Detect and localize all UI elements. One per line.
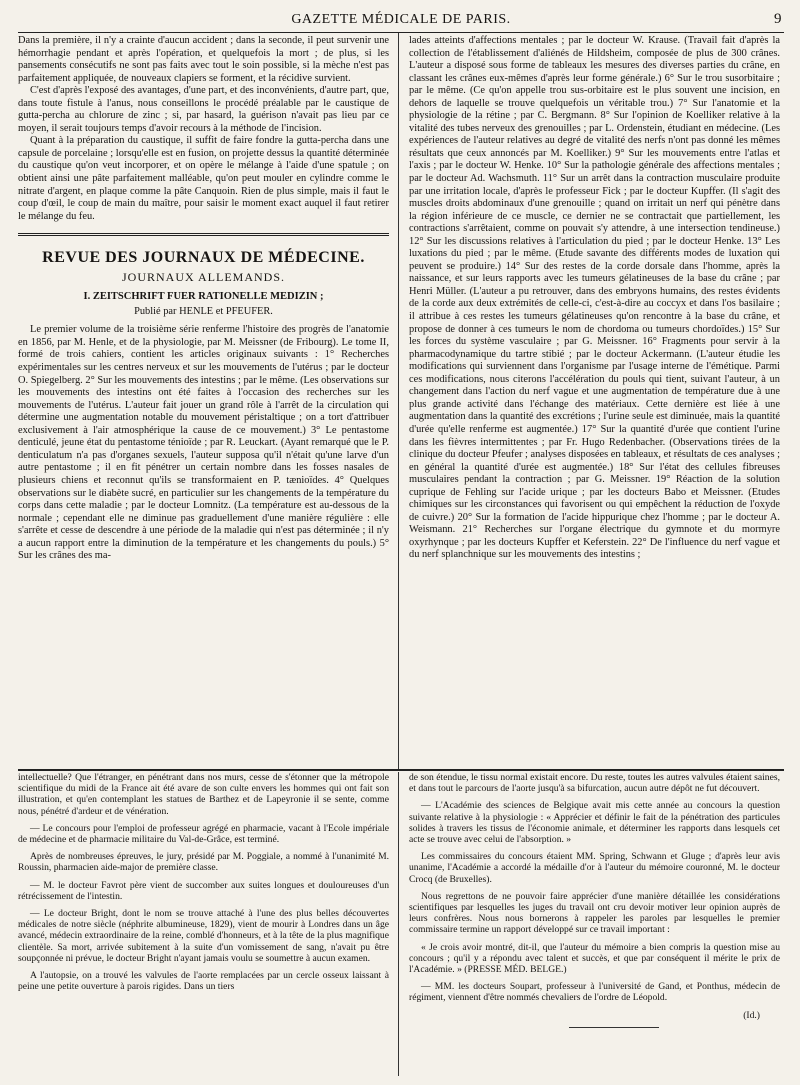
paragraph: de son étendue, le tissu normal existait encore. Du reste, toutes les autres valvules étaient saines, et dans tout le parcours de l'aorte jusqu'à sa bifurcation, aucun autre dépôt ne fut découvert. (409, 772, 780, 795)
end-rule (569, 1027, 659, 1028)
newspaper-page (18, 8, 784, 1080)
page-header (18, 8, 784, 33)
news-item: — M. le docteur Favrot père vient de succomber aux suites longues et douloureuses d'un rétrécissement de l'intestin. (18, 879, 389, 902)
news-item: — Le concours pour l'emploi de professeur agrégé en pharmacie, vacant à l'Ecole impériale de médecine et de pharmacie militaire du Val-de-Grâce, est terminé. (18, 822, 389, 846)
paragraph: intellectuelle? Que l'étranger, en pénétrant dans nos murs, cesse de s'étonner que la métropole scientifique du midi de la France ait été avare de son culte envers les hommes qui ont fait son illustration, et qu'en contemplant les statues de Barthez et de Lapeyronie il se sente, comme nous, pénétré d'ardeur et de vénération. (18, 772, 389, 817)
paragraph: Le premier volume de la troisième série renferme l'histoire des progrès de l'anatomie en 1856, par M. Henle, et de la physiologie, par M. Meissner (de Fribourg). Le tome II, formé de trois cahiers, contient les articles originaux suivants : 1° Recherches expérimentales sur les centres nerveux et sur les mouvements de l'utérus ; par le docteur O. Spiegelberg. 2° Sur les mouvements des intestins ; par le même. (Les observations sur les mouvements des intestins ont été faites à l'occasion des recherches sur les mouvements de l'utérus. L'auteur fait jouer un grand rôle à l'arrêt de la circulation qui détermine une augmentation notable du mouvement péristaltique ; on a tort d'attribuer exclusivement à l'air atmosphérique la cause de ce mouvement.) 3° Le pentastome denticulé, jeune état du pentastome ténioïde ; par R. Leuckart. (Ayant remarqué que le P. denticulatum n'a pas d'organes sexuels, l'auteur supposa qu'il n'était qu'une larve d'un autre pentastome ; il en fit pénétrer un certain nombre dans les fosses nasales de plusieurs chiens et reconnut qu'ils se transformaient en P. tænioïdes. 4° Quelques observations sur le diabète sucré, en particulier sur les changements de la température du corps dans cette maladie ; par le docteur Lomnitz. (La température est au-dessous de la normale ; cependant elle ne diminue pas graduellement d'une manière régulière : elle s'arrête et cesse de descendre à une période de la maladie qui n'est pas déterminée ; il n'y a aucun rapport entre la diminution de la température et les changements du pouls.) 5° Sur les crânes des ma- (18, 324, 389, 562)
news-item: — MM. les docteurs Soupart, professeur à l'université de Gand, et Ponthus, médecin de régiment, viennent d'être nommés chevaliers de l'ordre de Léopold. (409, 981, 780, 1004)
section-divider (18, 233, 389, 236)
news-item: A l'autopsie, on a trouvé les valvules de l'aorte remplacées par un cercle osseux laissant à peine une petite ouverture à parois rigides. Dans un tiers (18, 970, 389, 993)
paragraph: C'est d'après l'exposé des avantages, d'une part, et des inconvénients, d'autre part, que, dans toute fistule à l'anus, nous conseillons le procédé préalable par le caustique de gutta-percha au chlorure de zinc ; si, par hasard, la guérison n'avait pas lieu par ce moyen, il serait toujours temps d'avoir recours à la méthode de l'incision. (18, 85, 389, 134)
news-item: Après de nombreuses épreuves, le jury, présidé par M. Poggiale, a nommé à l'unanimité M. Roussin, pharmacien aide-major de première classe. (18, 851, 389, 874)
upper-left-column (18, 35, 389, 563)
lower-left-column (18, 772, 389, 998)
paragraph: lades atteints d'affections mentales ; par le docteur W. Krause. (Travail fait d'après la collection de l'établissement d'aliénés de Hildsheim, composée de plus de 300 crânes. L'auteur a disposé sous forme de tableaux les mesures des diverses parties du crâne, en classant les crânes eux-mêmes d'après leur forme générale.) 6° Sur le trou susorbitaire ; par le même. (Ce qu'on appelle trou sus-orbitaire est le plus souvent une incision, en dehors de laquelle se trouve quelquefois un véritable trou.) 7° Sur l'anatomie et la physiologie de la rétine ; par C. Bergmann. 8° Sur l'opinion de Koelliker relative à la vitalité des tubes nerveux des grenouilles ; par L. Ordenstein, étudiant en médecine. (Les expériences de l'auteur relatives au degré de vitalité des nerfs n'ont pas donné les mêmes résultats que ceux annoncés par M. Koelliker.) 9° Sur les mouvements entre l'atlas et l'axis ; par le docteur W. Henke. 10° Sur la pathologie générale des affections mentales ; par le docteur Ad. Wachsmuth. 11° Sur un arrêt dans la contraction musculaire produite par une irritation locale, d'après le professeur Fick ; par le docteur Kupffer. (Il s'agit des muscles droits abdominaux d'une grenouille ; quand on irritait un nerf qui pénètre dans la région inférieure de ce muscle, ce dernier ne se contractait que partiellement, les contractions s'arrêtaient, comme on pouvait s'y attendre, à une intersection tendineuse.) 12° Sur les discussions relatives à l'articulation du pied ; par le docteur Henke. 13° Les luxations du pied ; par le même. (Etude savante des différents modes de luxation qui peuvent se produire.) 14° Sur des restes de la corde dorsale dans l'homme, après la naissance, et sur leurs rapports avec les tumeurs gélatineuses de la base du crâne ; par Henri Müller. (L'auteur a pu retrouver, dans des embryons humains, des restes évidents de la corde aux deux extrémités de celle-ci, c'est-à-dire au coccyx et dans l'os basilaire ; il attribue à ces restes les tumeurs gélatineuses qu'on rencontre à la base du crâne, et propose de donner à ces tumeurs le nom de chordoma ou tumeurs chordoïdes.) 15° Sur les forces du système vasculaire ; par G. Meissner. 16° Fragments pour servir à la pharmacodynamique du tartre stibié ; par le docteur Ackermann. (L'auteur étudie les modifications qui surviennent dans l'organisme par l'usage interne de l'émétique. Parmi ces modifications, nous citerons l'accélération du pouls qui tient, suivant l'auteur, à un changement dans l'action du nerf vague et une augmentation de température due à une plus grande activité dans l'échange des matériaux. Cette dernière est liée à une augmentation dans la quantité des excrétions ; l'urine seule est diminuée, mais la quantité d'urée qu'elle renferme est augmentée.) 17° Sur la quantité d'urée que contient l'urine dans les fièvres intermittentes ; par Fr. Hugo Redenbacher. (Observations tirées de la clinique du docteur Pfeufer ; analyses disposées en tableaux, et résultats de ces analyses ; en général la quantité d'urée est augmentée.) 18° Sur l'état des cellules fibreuses musculaires pendant la contraction ; par G. Meissner. 19° Réaction de la solution cuprique de Fehling sur l'acide urique ; par les docteurs Babo et Meissner. (Etudes chimiques sur les circonstances qui favorisent ou qui empêchent la réduction de l'oxyde de cuivre.) 20° Sur la formation de l'acide hippurique chez l'homme ; par le docteur A. Weismann. 21° Recherches sur l'organe électrique du gymnote et du mormyre oxyrhynque ; par les docteurs Kupffer et Keferstein. 22° De l'influence du nerf vague et du nerf splanchnique sur les mouvements des intestins ; (409, 35, 780, 561)
lower-section (18, 768, 784, 1076)
section-title: REVUE DES JOURNAUX DE MÉDECINE. (42, 249, 365, 267)
lower-right-column (409, 772, 780, 1028)
journal-title: I. ZEITSCHRIFT FUER RATIONELLE MEDIZIN ; (83, 291, 324, 303)
news-item: — Le docteur Bright, dont le nom se trouve attaché à l'une des plus belles découvertes médicales de notre siècle (néphrite albumineuse, 1829), vient de mourir à Londres dans un âge avancé, médecin extraordinaire de la reine, comblé d'honneurs, et à la tête de la plus magnifique clientèle. Sa mort, arrivée subitement à la suite d'un vomissement de sang, n'avait pu être soupçonnée ni prévue, le docteur Bright n'ayant jamais voulu se soumettre à aucun examen. (18, 908, 389, 964)
page-number: 9 (774, 11, 782, 27)
news-item: Les commissaires du concours étaient MM. Spring, Schwann et Gluge ; d'après leur avis unanime, l'Académie a accordé la médaille d'or à l'auteur du mémoire couronné, M. le docteur Crocq (de Bruxelles). (409, 851, 780, 885)
news-item: Nous regrettons de ne pouvoir faire apprécier d'une manière détaillée les considérations scientifiques par lesquelles les juges du travail ont cru devoir motiver leur opinion auprès de leurs confrères. Nous nous bornerons à rappeler les paroles par lesquelles le premier commissaire termine un rapport développé sur ce travail important : (409, 890, 780, 936)
news-item: — L'Académie des sciences de Belgique avait mis cette année au concours la question suivante relative à la physiologie : « Apprécier et définir le fait de la pénétration des particules solides à travers les tissus de l'économie animale, et déterminer les rapports dans lesquels cet acte se trouve avec celui de l'absorption. » (409, 800, 780, 846)
upper-section (18, 33, 784, 771)
column-rule (398, 772, 399, 1076)
paragraph: Dans la première, il n'y a crainte d'aucun accident ; dans la seconde, il peut survenir une hémorrhagie pendant et après l'opération, et quelquefois la mort ; de plus, si les pansements consécutifs ne sont pas faits avec tout le soin possible, si la mèche n'est pas parfaitement appliquée, de nouveaux clapiers se forment, et la récidive survient. (18, 35, 389, 84)
paragraph: Quant à la préparation du caustique, il suffit de faire fondre la gutta-percha dans une capsule de porcelaine ; lorsqu'elle est en fusion, on projette dessus la quantité déterminée du caustique qu'on veut incorporer, et on opère le mélange à l'aide d'une spatule ; on obtient ainsi une pâte parfaitement malléable, qu'on peut mouler en cylindre comme le nitrate d'argent, en plaque comme la pâte Canquoin. Rien de plus simple, mais il faut le coup d'œil, le coup de main du maître, pour saisir le moment exact auquel il faut retirer le mélange du feu. (18, 135, 389, 222)
column-rule (398, 33, 399, 769)
journal-publisher: Publié par HENLE et PFEUFER. (134, 305, 273, 317)
page-title: GAZETTE MÉDICALE DE PARIS. (291, 12, 511, 27)
subsection-title: JOURNAUX ALLEMANDS. (121, 269, 285, 284)
quotation: « Je crois avoir montré, dit-il, que l'auteur du mémoire a bien compris la question mise au concours ; qu'il y a répondu avec talent et succès, et que par conséquent il mérite le prix de l'Académie. » (PRESSE MÉD. BELGE.) (409, 941, 780, 976)
signature: (Id.) (743, 1009, 760, 1021)
upper-right-column (409, 35, 780, 562)
